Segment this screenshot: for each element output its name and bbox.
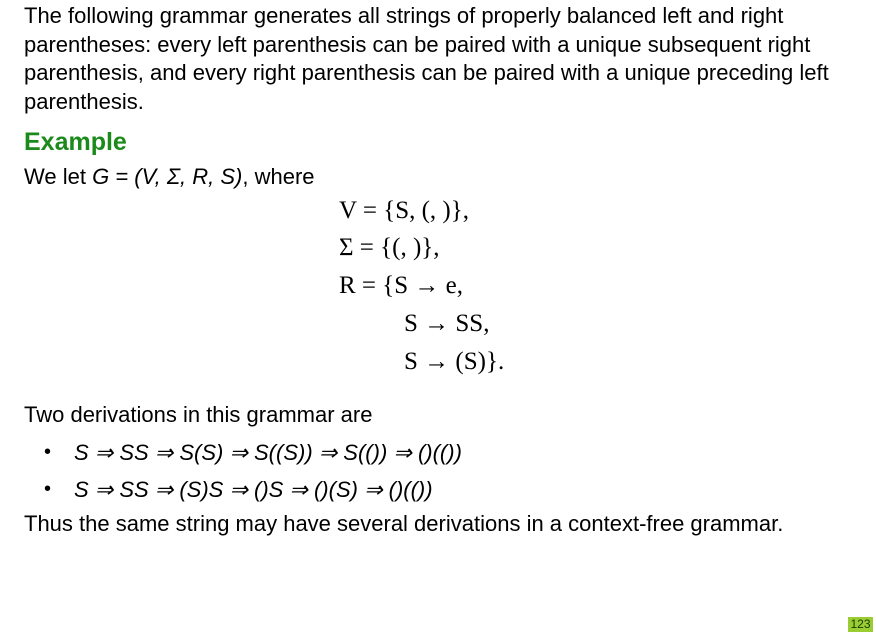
- we-let-prefix: We let: [24, 164, 93, 189]
- rule-paren: S → (S)}.: [404, 348, 505, 375]
- variables-definition: V = {S, (, )},: [339, 197, 470, 224]
- conclusion: Thus the same string may have several derivations in a context-free grammar.: [24, 511, 784, 536]
- alphabet-definition: Σ = {(, )},: [339, 234, 440, 261]
- grammar-definition-intro: [24, 162, 315, 192]
- we-let-suffix: , where: [242, 164, 315, 189]
- rules-definition-first: R = {S → e,: [339, 272, 464, 299]
- grammar-tuple: G = (V, Σ, R, S): [92, 164, 243, 189]
- derivation-1: S ⇒ SS ⇒ S(S) ⇒ S((S)) ⇒ S(()) ⇒ ()(()): [74, 440, 462, 465]
- derivation-2: S ⇒ SS ⇒ (S)S ⇒ ()S ⇒ ()(S) ⇒ ()(()): [74, 477, 433, 502]
- derivations-intro: Two derivations in this grammar are: [24, 402, 373, 427]
- bullet-icon: •: [44, 478, 52, 500]
- example-heading: Example: [24, 128, 127, 156]
- page-number-badge: 123: [848, 617, 873, 632]
- rule-ss: S → SS,: [404, 310, 490, 337]
- bullet-icon: •: [44, 441, 52, 463]
- intro-paragraph: The following grammar generates all strings of properly balanced left and right parentheses: every left parenthesis can be paired with a unique subsequent right parenthesis, and every right parenthesis can be paired with a unique preceding left parenthesis.: [24, 3, 829, 114]
